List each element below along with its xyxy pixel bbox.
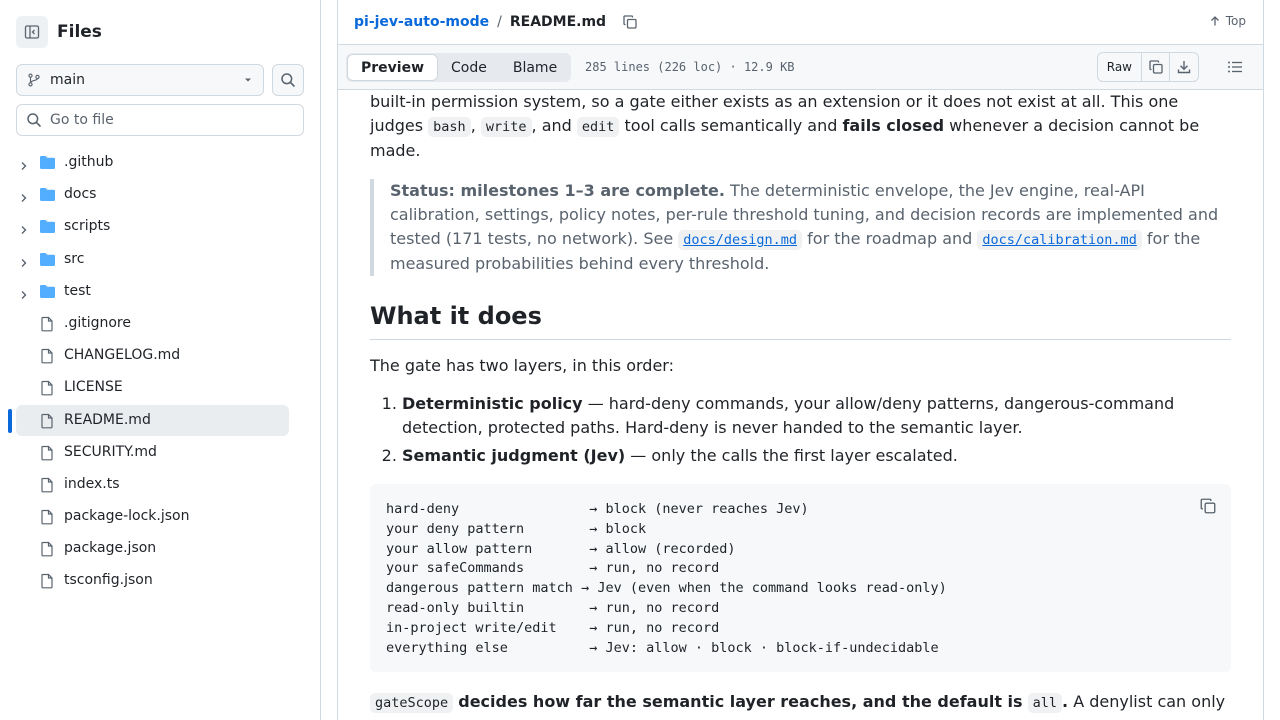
file-actions — [1097, 52, 1199, 82]
tree-item-label: .github — [64, 154, 114, 170]
list-item — [402, 444, 1231, 468]
file-icon — [39, 316, 55, 332]
tree-item-label: scripts — [64, 218, 111, 235]
folder-icon-wrap — [39, 219, 56, 238]
file-icon — [39, 380, 55, 396]
branch-selector[interactable] — [16, 64, 264, 96]
file-meta: 285 lines (226 loc) · 12.9 KB — [585, 60, 795, 74]
readme-content — [370, 90, 1231, 715]
intro-bold-fails-closed: fails closed — [842, 116, 945, 135]
file-search-button[interactable] — [272, 64, 304, 96]
tree-item-label: test — [64, 282, 91, 299]
tree-file-item[interactable] — [0, 437, 320, 469]
tree-item-label: package-lock.json — [64, 508, 190, 525]
copy-path-button[interactable] — [620, 12, 640, 32]
inline-code-write: write — [481, 117, 532, 137]
folder-icon — [39, 284, 56, 299]
intro-text: made. — [370, 141, 421, 160]
expand-toggle[interactable] — [18, 221, 30, 240]
file-tree — [0, 147, 320, 598]
code-line: your allow pattern → allow (recorded) — [386, 540, 736, 557]
tree-file-item[interactable] — [0, 405, 320, 437]
tree-item-label: src — [64, 250, 85, 267]
intro-text: tool calls semantically and — [624, 116, 838, 135]
status-text: The deterministic envelope, the Jev engine, real-API calibration, settings, policy notes, per-rule threshold tuning, and decision records are implemented and tested (171 tests, no network). See — [390, 181, 1219, 248]
folder-icon — [39, 187, 56, 202]
chevron-right-icon — [18, 257, 30, 269]
back-to-top-label: Top — [1225, 14, 1246, 28]
tree-item-label: .gitignore — [64, 314, 131, 331]
outline-button[interactable] — [1227, 59, 1243, 79]
tree-folder-item[interactable] — [0, 179, 320, 211]
intro-text: , and — [531, 116, 572, 135]
file-icon — [39, 413, 55, 429]
intro-text: whenever a decision cannot be — [949, 116, 1200, 135]
tree-file-item[interactable] — [0, 308, 320, 340]
tree-item-label: docs — [64, 186, 97, 203]
sidebar-collapse-button[interactable] — [16, 16, 48, 48]
back-to-top-link[interactable] — [1209, 14, 1246, 28]
tab-code[interactable]: Code — [451, 59, 487, 76]
file-icon — [39, 477, 55, 493]
tree-item-label: CHANGELOG.md — [64, 347, 181, 364]
tree-file-item[interactable] — [0, 340, 320, 372]
status-text: for the roadmap and — [807, 229, 973, 248]
selected-indicator — [8, 409, 12, 433]
design-doc-link[interactable]: docs/design.md — [683, 232, 798, 248]
inline-code-edit: edit — [577, 117, 620, 137]
layers-list — [370, 392, 1231, 468]
git-branch-icon — [27, 73, 41, 87]
sidebar-header — [16, 16, 102, 48]
inline-code-bash: bash — [428, 117, 471, 137]
tree-folder-item[interactable] — [0, 276, 320, 308]
list-item-text: — hard-deny commands, your allow/deny patterns, dangerous-command detection, protected paths. Hard-deny is never handed to the semantic layer. — [402, 394, 1175, 437]
list-item-bold: Deterministic policy — [402, 394, 583, 413]
folder-icon-wrap — [39, 187, 56, 206]
tree-file-item[interactable] — [0, 372, 320, 404]
inline-code-gatescope: gateScope — [370, 693, 453, 713]
list-item-bold: Semantic judgment (Jev) — [402, 446, 626, 465]
copy-icon — [1199, 497, 1217, 515]
file-icon-wrap — [39, 573, 55, 593]
expand-toggle[interactable] — [18, 254, 30, 273]
code-line: everything else → Jev: allow · block · block-if-undecidable — [386, 639, 939, 656]
file-tree-sidebar — [0, 0, 321, 720]
folder-icon — [39, 252, 56, 267]
tree-item-label: index.ts — [64, 475, 120, 492]
tree-item-label: tsconfig.json — [64, 572, 153, 589]
tab-preview[interactable]: Preview — [347, 54, 438, 81]
file-icon-wrap — [39, 348, 55, 368]
breadcrumb-repo-link[interactable]: pi-jev-auto-mode — [354, 14, 490, 30]
file-icon-wrap — [39, 413, 55, 433]
file-icon-wrap — [39, 445, 55, 465]
tree-item-label: SECURITY.md — [64, 443, 157, 460]
gatescope-text: A denylist can only — [1073, 692, 1226, 712]
caret-down-icon — [243, 75, 253, 85]
expand-toggle[interactable] — [18, 157, 30, 176]
tree-item-label: README.md — [64, 411, 151, 428]
folder-icon-wrap — [39, 284, 56, 303]
folder-icon — [39, 219, 56, 234]
code-line: read-only builtin → run, no record — [386, 599, 720, 616]
gatescope-dot: . — [1062, 692, 1069, 712]
list-item-text: — only the calls the first layer escalated. — [630, 446, 958, 465]
gatescope-paragraph — [370, 690, 1231, 715]
file-icon — [39, 541, 55, 557]
gatescope-bold: decides how far the semantic layer reaches, and the default is — [458, 692, 1023, 712]
code-line: in-project write/edit → run, no record — [386, 619, 720, 636]
folder-icon — [39, 155, 56, 170]
download-button[interactable] — [1170, 53, 1198, 81]
tree-folder-item[interactable] — [0, 211, 320, 243]
folder-icon-wrap — [39, 252, 56, 271]
sidebar-collapse-icon — [24, 24, 40, 40]
file-view — [337, 0, 1264, 720]
calibration-doc-link[interactable]: docs/calibration.md — [982, 232, 1137, 248]
raw-button[interactable]: Raw — [1098, 53, 1142, 81]
breadcrumb-file-name: README.md — [509, 14, 607, 30]
file-icon — [39, 509, 55, 525]
chevron-right-icon — [18, 192, 30, 204]
code-line: your deny pattern → block — [386, 520, 647, 537]
file-toolbar — [338, 45, 1263, 90]
chevron-right-icon — [18, 289, 30, 301]
code-block — [370, 484, 1231, 672]
tab-blame[interactable]: Blame — [512, 59, 558, 76]
inline-code-all: all — [1028, 693, 1062, 713]
file-icon — [39, 573, 55, 589]
file-icon-wrap — [39, 316, 55, 336]
download-icon — [1176, 59, 1192, 75]
breadcrumb — [338, 0, 1263, 45]
tree-folder-item[interactable] — [0, 244, 320, 276]
layers-intro: The gate has two layers, in this order: — [370, 356, 674, 375]
intro-paragraph — [370, 90, 1231, 163]
tree-file-item[interactable] — [0, 565, 320, 597]
arrow-up-icon — [1209, 15, 1221, 27]
sidebar-title: Files — [57, 22, 102, 42]
file-icon-wrap — [39, 477, 55, 497]
copy-icon — [1148, 59, 1164, 75]
tree-file-item[interactable] — [0, 469, 320, 501]
list-unordered-icon — [1227, 59, 1243, 75]
file-icon-wrap — [39, 380, 55, 400]
intro-text: , — [470, 116, 476, 135]
selected-highlight — [16, 405, 289, 436]
status-blockquote — [370, 179, 1231, 276]
list-item — [402, 392, 1231, 440]
file-icon — [39, 445, 55, 461]
status-text: for the measured probabilities behind every threshold. — [390, 229, 1201, 273]
branch-name: main — [50, 72, 85, 88]
folder-icon-wrap — [39, 155, 56, 174]
go-to-file-input[interactable] — [50, 112, 290, 128]
tree-file-item[interactable] — [0, 501, 320, 533]
code-line: dangerous pattern match → Jev (even when the command looks read-only) — [386, 580, 947, 597]
search-icon — [26, 112, 42, 128]
chevron-right-icon — [18, 224, 30, 236]
tree-file-item[interactable] — [0, 533, 320, 565]
file-icon-wrap — [39, 541, 55, 561]
chevron-right-icon — [18, 160, 30, 172]
copy-code-button[interactable] — [1199, 497, 1217, 519]
breadcrumb-separator: / — [497, 14, 502, 30]
view-mode-tabs — [346, 53, 571, 82]
section-heading: What it does — [370, 299, 1231, 340]
copy-raw-button[interactable] — [1142, 53, 1170, 81]
status-bold: Status: milestones 1–3 are complete. — [390, 181, 725, 200]
code-line: your safeCommands → run, no record — [386, 560, 720, 577]
intro-text: judges — [370, 116, 424, 135]
intro-line: built-in permission system, so a gate either exists as an extension or it does not exist at all. This one — [370, 92, 1179, 111]
copy-icon — [622, 14, 638, 30]
file-icon-wrap — [39, 509, 55, 529]
tree-item-label: package.json — [64, 540, 157, 557]
code-line: hard-deny → block (never reaches Jev) — [386, 501, 809, 517]
expand-toggle[interactable] — [18, 189, 30, 208]
expand-toggle[interactable] — [18, 286, 30, 305]
tree-item-label: LICENSE — [64, 379, 123, 396]
go-to-file-field[interactable] — [16, 104, 304, 136]
tree-folder-item[interactable] — [0, 147, 320, 179]
search-icon — [280, 72, 296, 88]
file-icon — [39, 348, 55, 364]
